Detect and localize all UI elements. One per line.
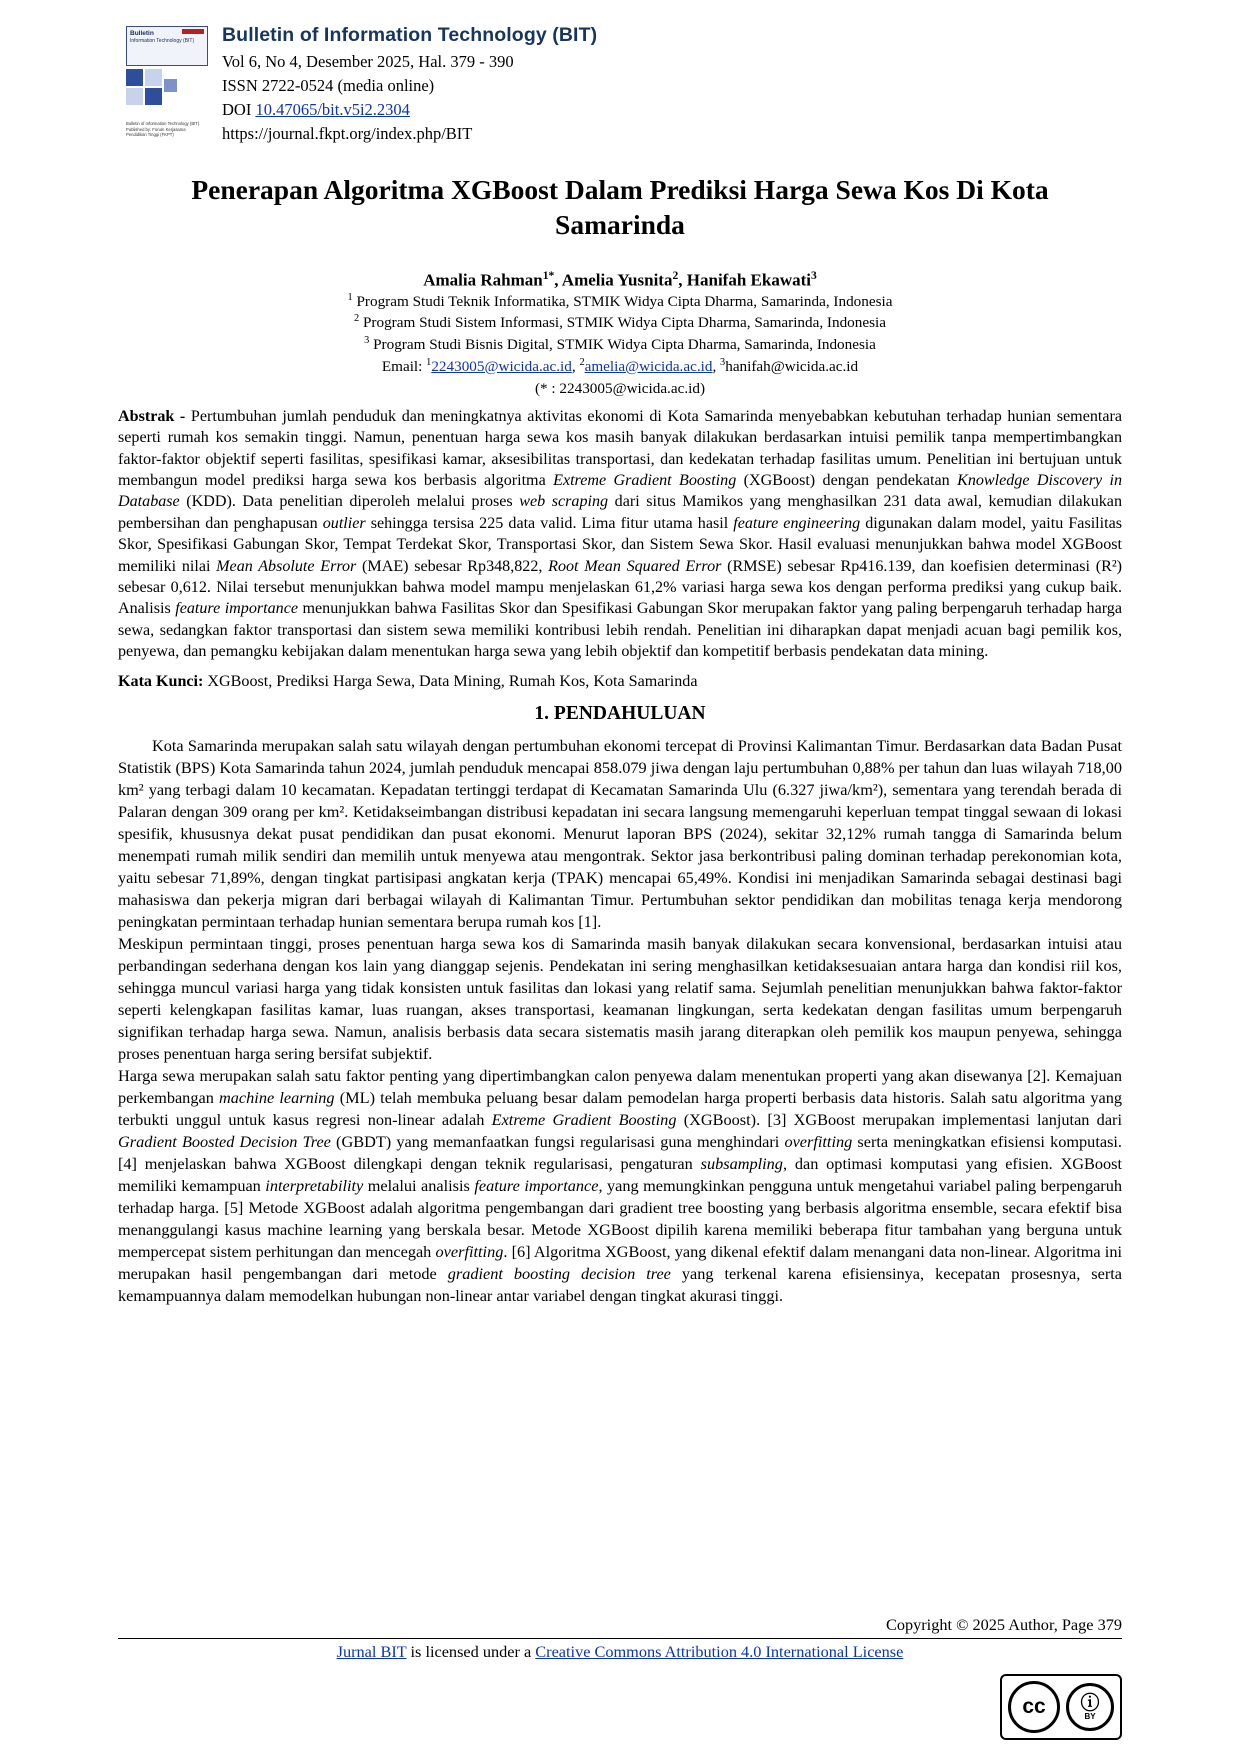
issn-line: ISSN 2722-0524 (media online)	[222, 75, 435, 95]
logo-badge-subtitle: Information Technology (BIT)	[130, 38, 195, 45]
keywords-label: Kata Kunci:	[118, 672, 208, 690]
license-link[interactable]: Creative Commons Attribution 4.0 International License	[535, 1642, 904, 1661]
email-label: Email:	[381, 357, 427, 375]
email-line: Email: $^1$2243005@wicida.ac.id, $^2$amelia@wicida.ac.id, $^3$hanifah@wicida.ac.id	[381, 356, 859, 375]
abstract-label: Abstrak -	[118, 407, 191, 425]
author-list: Amalia Rahman$^{1*}$, Amelia Yusnita$^2$, Hanifah Ekawati$^3$	[423, 269, 817, 290]
paragraph-3: Harga sewa merupakan salah satu faktor penting yang dipertimbangkan calon penyewa dalam menentukan properti yang akan disewanya [2]. Kemajuan perkembangan machine learning (ML) telah membuka peluang besar dalam pemodelan harga properti berbasis data historis. Salah satu algoritma yang terbukti unggul untuk kasus regresi non-linear adalah Extreme Gradient Boosting (XGBoost). [3] XGBoost merupakan implementasi lanjutan dari Gradient Boosted Decision Tree (GBDT) yang memanfaatkan fungsi regularisasi guna menghindari overfitting serta meningkatkan efisiensi komputasi. [4] menjelaskan bahwa XGBoost dilengkapi dengan teknik regularisasi, pengaturan subsampling, dan optimasi komputasi yang efisien. XGBoost memiliki kemampuan interpretability melalui analisis feature importance, yang memungkinkan pengguna untuk mengetahui variabel paling berpengaruh terhadap harga. [5] Metode XGBoost adalah algoritma pengembangan dari gradient tree boosting yang berbasis algoritma ensemble, secara efektif bisa menanggulangi kasus machine learning yang berskala besar. Metode XGBoost dipilih karena memiliki beberapa fitur tambahan yang berguna untuk mempercepat sistem perhitungan dan mencegah overfitting. [6] Algoritma XGBoost, yang dikenal efektif dalam menangani data non-linear. Algoritma ini merupakan hasil pengembangan dari metode gradient boosting decision tree yang terkenal karena efisiensinya, kecepatan prosesnya, serta kemampuannya dalam memodelkan hubungan non-linear antar variabel dengan tingkat akurasi tinggi.	[118, 1065, 1123, 1305]
email-text-3: hanifah@wicida.ac.id	[725, 357, 859, 375]
email-link-2[interactable]: amelia@wicida.ac.id	[584, 357, 713, 375]
section-heading-pendahuluan: 1. PENDAHULUAN	[534, 702, 706, 724]
doi-label: DOI	[222, 99, 256, 119]
journal-url: https://journal.fkpt.org/index.php/BIT	[222, 123, 473, 143]
paragraph-1: Kota Samarinda merupakan salah satu wilayah dengan pertumbuhan ekonomi tercepat di Provinsi Kalimantan Timur. Berdasarkan data Badan Pusat Statistik (BPS) Kota Samarinda tahun 2024, jumlah penduduk mencapai 858.079 jiwa dengan laju pertumbuhan 0,88% per tahun dan luas wilayah 718,00 km² yang terbagi dalam 10 kecamatan. Kepadatan tertinggi terdapat di Kecamatan Samarinda Ulu (6.327 jiwa/km²), sementara yang terendah berada di Palaran dengan 309 orang per km². Ketidakseimbangan distribusi kepadatan ini secara langsung memengaruhi keperluan tempat tinggal sewaan di lokasi spesifik, khususnya dekat pusat pendidikan dan pusat ekonomi. Menurut laporan BPS (2024), sekitar 32,12% rumah tangga di Samarinda belum menempati rumah milik sendiri dan memilih untuk menyewa atau mengontrak. Sektor jasa berkontribusi paling dominan terhadap perekonomian kota, yaitu sebesar 71,89%, dengan tingkat partisipasi angkatan kerja (TPAK) mencapai 65,49%. Kondisi ini menjadikan Samarinda sebagai destinasi bagi mahasiswa dan pekerja migran dari berbagai wilayah di Kalimantan Timur. Pertumbuhan sektor pendidikan dan mobilitas tenaga kerja mendorong peningkatan permintaan terhadap hunian sementara berupa rumah kos [1].	[118, 735, 1122, 931]
corresponding-author: (* : 2243005@wicida.ac.id)	[534, 379, 706, 397]
creative-commons-badge	[1000, 1674, 1122, 1740]
logo-squares-icon	[126, 69, 182, 117]
affiliation-1: $^1$ Program Studi Teknik Informatika, STMIK Widya Cipta Dharma, Samarinda, Indonesia	[347, 291, 893, 310]
doi-link[interactable]: 10.47065/bit.v5i2.2304	[255, 99, 410, 119]
keywords	[118, 673, 1122, 691]
page-footer	[118, 1615, 1122, 1662]
keywords-text: XGBoost, Prediksi Harga Sewa, Data Mining, Rumah Kos, Kota Samarinda	[207, 672, 698, 690]
logo-red-strip	[182, 29, 204, 34]
copyright-line: Copyright © 2025 Author, Page 379	[885, 1615, 1122, 1634]
license-mid-text: is licensed under a	[406, 1642, 536, 1661]
cc-by-label: BY	[1084, 1711, 1096, 1721]
volume-line: Vol 6, No 4, Desember 2025, Hal. 379 - 390	[222, 52, 514, 71]
footer-divider	[118, 1638, 1122, 1639]
affiliation-2: $^2$ Program Studi Sistem Informasi, STMIK Widya Cipta Dharma, Samarinda, Indonesia	[354, 313, 886, 332]
journal-link[interactable]: Jurnal BIT	[336, 1642, 407, 1661]
email-link-1[interactable]: 2243005@wicida.ac.id	[431, 357, 572, 375]
paragraph-2: Meskipun permintaan tinggi, proses penentuan harga sewa kos di Samarinda masih banyak dilakukan secara konvensional, berdasarkan intuisi atau perbandingan sederhana dengan kos lain yang dianggap sejenis. Pendekatan ini sering menghasilkan ketidaksesuaian antara harga dan kondisi riil kos, sehingga muncul variasi harga yang tidak konsisten untuk fasilitas dan lokasi yang relatif sama. Sejumlah penelitian menunjukkan bahwa faktor-faktor seperti kelengkapan fasilitas kamar, luas ruangan, akses transportasi, keamanan lingkungan, serta kedekatan dengan fasilitas umum berpengaruh signifikan terhadap harga sewa. Namun, analisis berbasis data secara sistematis masih jarang diterapkan oleh pemilik kos maupun penyewa, sehingga proses penentuan harga sering bersifat subjektif.	[118, 933, 1122, 1063]
section-body	[118, 735, 1122, 1307]
abstract-text: Pertumbuhan jumlah penduduk dan meningkatnya aktivitas ekonomi di Kota Samarinda menyebabkan kebutuhan terhadap hunian sementara seperti rumah kos semakin tinggi. Namun, penentuan harga sewa kos masih banyak dilakukan berdasarkan intuisi pemilik tanpa mempertimbangkan faktor-faktor objektif seperti fasilitas, spesifikasi kamar, aksesibilitas transportasi, dan kedekatan terhadap fasilitas umum. Penelitian ini bertujuan untuk membangun model prediksi harga sewa kos berbasis algoritma Extreme Gradient Boosting (XGBoost) dengan pendekatan Knowledge Discovery in Database (KDD). Data penelitian diperoleh melalui proses web scraping dari situs Mamikos yang menghasilkan 231 data awal, kemudian dilakukan pembersihan dan penghapusan outlier sehingga tersisa 225 data valid. Lima fitur utama hasil feature engineering digunakan dalam model, yaitu Fasilitas Skor, Spesifikasi Gabungan Skor, Tempat Terdekat Skor, Transportasi Skor, dan Sistem Sewa Skor. Hasil evaluasi menunjukkan bahwa model XGBoost memiliki nilai Mean Absolute Error (MAE) sebesar Rp348,822, Root Mean Squared Error (RMSE) sebesar Rp416.139, dan koefisien determinasi (R²) sebesar 0,612. Nilai tersebut menunjukkan bahwa model mampu menjelaskan 61,2% variasi harga sewa kos dengan performa prediksi yang cukup baik. Analisis feature importance menunjukkan bahwa Fasilitas Skor dan Spesifikasi Gabungan Skor merupakan faktor yang paling berpengaruh terhadap harga sewa, sedangkan faktor transportasi dan sistem sewa memiliki kontribusi lebih rendah. Penelitian ini diharapkan dapat menjadi acuan bagi pemilik kos, penyewa, dan pemangku kebijakan dalam menentukan harga sewa yang lebih objektif dan kompetitif berbasis pendekatan data mining.	[118, 407, 1123, 661]
cc-by-icon: ⓘ BY	[1066, 1683, 1114, 1731]
logo-badge-title: Bulletin	[130, 30, 154, 37]
journal-name: Bulletin of Information Technology (BIT)	[222, 24, 598, 46]
cc-icon: cc	[1008, 1681, 1060, 1733]
license-line	[118, 1642, 1122, 1662]
affiliation-3: $^3$ Program Studi Bisnis Digital, STMIK Widya Cipta Dharma, Samarinda, Indonesia	[364, 335, 876, 354]
journal-logo	[126, 22, 208, 138]
abstract	[118, 406, 1122, 663]
doi-line	[222, 98, 1122, 122]
page-title: Penerapan Algoritma XGBoost Dalam Prediksi Harga Sewa Kos Di Kota Samarinda	[191, 173, 1049, 241]
journal-logo-badge	[126, 26, 208, 66]
logo-caption: Bulletin of Information Technology (BIT) Published by: Forum Kerjasama Pendidikan Tinggi (FKPT)	[126, 121, 200, 138]
journal-masthead	[126, 22, 1122, 146]
